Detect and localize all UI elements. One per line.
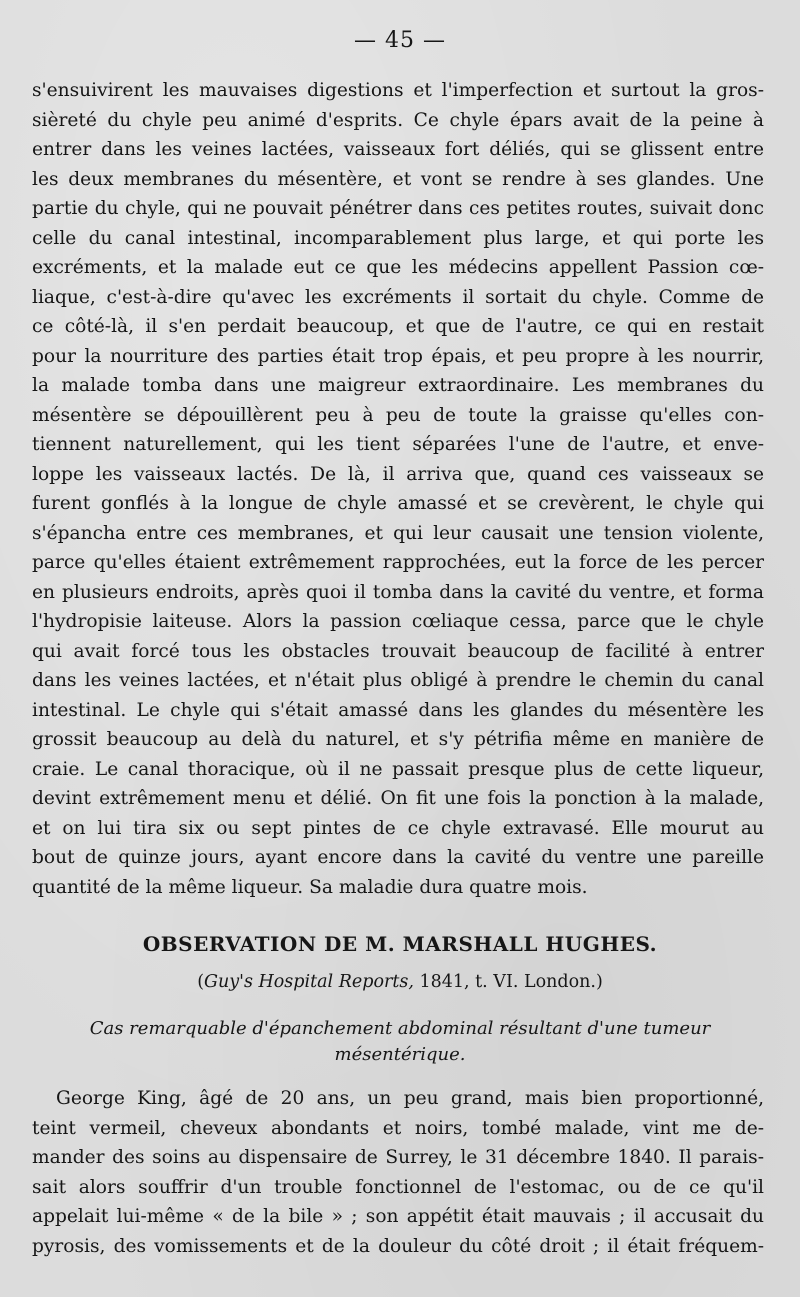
text-line: furent gonflés à la longue de chyle amassé et se crevèrent, le chyle qui	[32, 493, 764, 514]
citation-open-paren: (	[197, 972, 205, 992]
text-line: appelait lui-même « de la bile » ; son appétit était mauvais ; il accusait du	[32, 1206, 764, 1227]
text-line: excréments, et la malade eut ce que les médecins appellent Passion cœ-	[32, 257, 764, 278]
page-number: — 45 —	[354, 28, 446, 53]
case-title-line: Cas remarquable d'épanchement abdominal résultant d'une tumeur	[89, 1018, 711, 1039]
text-line: mésentère se dépouillèrent peu à peu de toute la graisse qu'elles con-	[32, 404, 764, 426]
text-line: la malade tomba dans une maigreur extraordinaire. Les membranes du	[32, 375, 764, 396]
text-line: devint extrêmement menu et délié. On fit une fois la ponction à la malade,	[32, 788, 764, 809]
text-line: sait alors souffrir d'un trouble fonctionnel de l'estomac, ou de ce qu'il	[32, 1176, 764, 1198]
case-title	[70, 1016, 730, 1068]
observation-heading: OBSERVATION DE M. MARSHALL HUGHES.	[142, 932, 658, 956]
paragraph-2	[32, 1084, 764, 1261]
text-line: craie. Le canal thoracique, où il ne passait presque plus de cette liqueur,	[32, 758, 764, 780]
text-line: dans les veines lactées, et n'était plus obligé à prendre le chemin du canal	[32, 670, 764, 691]
text-line: intestinal. Le chyle qui s'était amassé dans les glandes du mésentère les	[32, 699, 764, 721]
text-line: teint vermeil, cheveux abondants et noirs, tombé malade, vint me de-	[32, 1117, 764, 1139]
text-line: George King, âgé de 20 ans, un peu grand, mais bien proportionné,	[56, 1088, 764, 1109]
text-line: les deux membranes du mésentère, et vont se rendre à ses glandes. Une	[32, 168, 764, 190]
text-line: ce côté-là, il s'en perdait beaucoup, et que de l'autre, ce qui en restait	[32, 316, 764, 337]
text-line: tiennent naturellement, qui les tient séparées l'une de l'autre, et enve-	[32, 434, 764, 455]
text-line: sièreté du chyle peu animé d'esprits. Ce chyle épars avait de la peine à	[32, 109, 764, 131]
text-line: grossit beaucoup au delà du naturel, et s'y pétrifia même en manière de	[32, 729, 764, 750]
text-line: et on lui tira six ou sept pintes de ce chyle extravasé. Elle mourut au	[32, 817, 764, 839]
text-line: l'hydropisie laiteuse. Alors la passion cœliaque cessa, parce que le chyle	[32, 611, 764, 632]
text-line: s'ensuivirent les mauvaises digestions et l'imperfection et surtout la gros-	[32, 80, 764, 101]
text-line: pyrosis, des vomissements et de la douleur du côté droit ; il était fréquem-	[32, 1235, 764, 1257]
text-line: mander des soins au dispensaire de Surrey, le 31 décembre 1840. Il parais-	[32, 1147, 764, 1168]
paragraph-1	[32, 76, 764, 902]
case-title-line: mésentérique.	[334, 1044, 466, 1065]
text-line: pour la nourriture des parties était trop épais, et peu propre à les nourrir,	[32, 345, 764, 367]
text-line: celle du canal intestinal, incomparablement plus large, et qui porte les	[32, 227, 764, 249]
text-line: bout de quinze jours, ayant encore dans la cavité du ventre une pareille	[32, 847, 764, 868]
text-line: en plusieurs endroits, après quoi il tomba dans la cavité du ventre, et forma	[32, 581, 764, 603]
text-line: partie du chyle, qui ne pouvait pénétrer dans ces petites routes, suivait donc	[32, 198, 764, 219]
citation-details: 1841, t. VI. London.)	[413, 972, 603, 992]
text-line: loppe les vaisseaux lactés. De là, il arriva que, quand ces vaisseaux se	[32, 463, 764, 485]
text-line: quantité de la même liqueur. Sa maladie dura quatre mois.	[32, 876, 588, 898]
text-line: liaque, c'est-à-dire qu'avec les excréments il sortait du chyle. Comme de	[32, 286, 764, 308]
text-line: parce qu'elles étaient extrêmement rapprochées, eut la force de les percer	[32, 552, 764, 573]
citation-journal: Guy's Hospital Reports,	[204, 972, 414, 992]
source-citation	[0, 972, 800, 992]
text-line: entrer dans les veines lactées, vaisseaux fort déliés, qui se glissent entre	[32, 139, 764, 160]
text-line: qui avait forcé tous les obstacles trouvait beaucoup de facilité à entrer	[32, 640, 764, 662]
text-line: s'épancha entre ces membranes, et qui leur causait une tension violente,	[32, 522, 764, 544]
